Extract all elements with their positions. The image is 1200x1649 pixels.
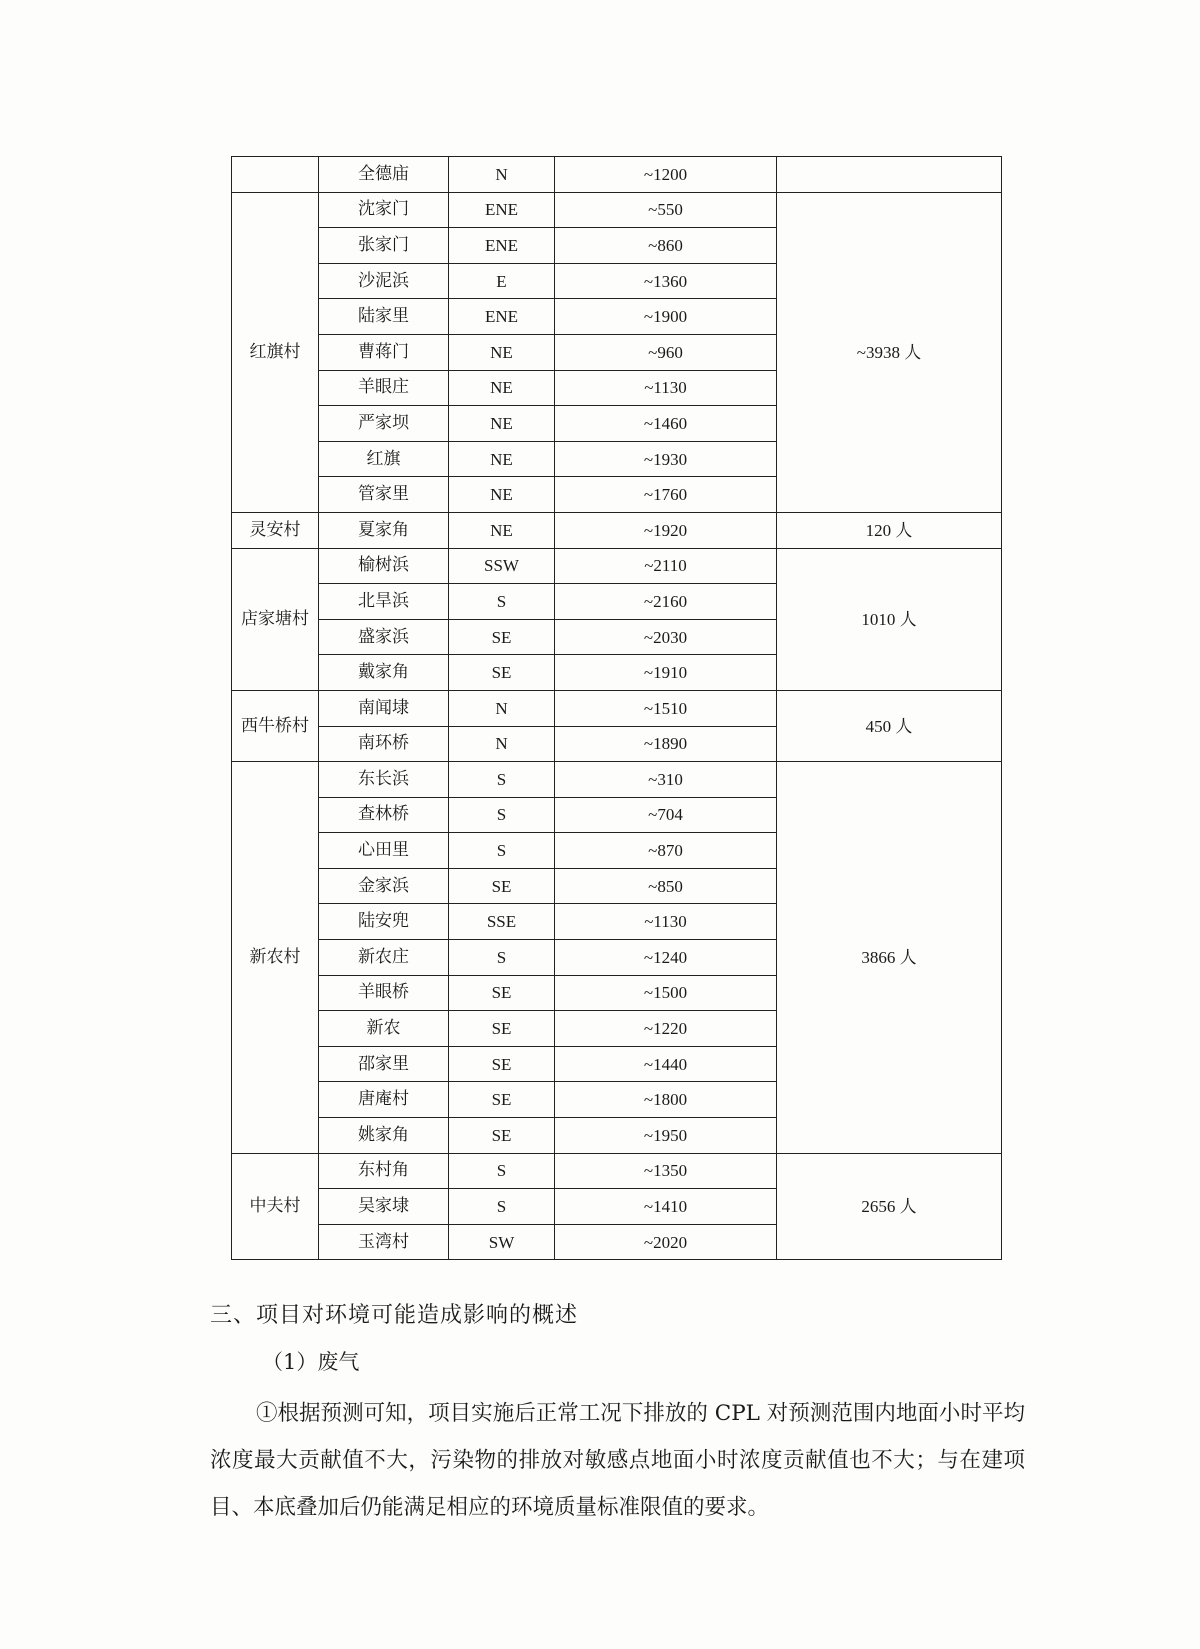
table-row bbox=[232, 157, 1002, 193]
distance-cell: ~1130 bbox=[555, 370, 777, 406]
direction-cell: SE bbox=[449, 1011, 555, 1047]
point-name-cell: 南闻埭 bbox=[319, 690, 449, 726]
village-cell: 店家塘村 bbox=[232, 548, 319, 690]
table-body bbox=[232, 157, 1002, 1260]
population-cell: 2656 人 bbox=[777, 1153, 1002, 1260]
point-name-cell: 沙泥浜 bbox=[319, 263, 449, 299]
point-name-cell: 东村角 bbox=[319, 1153, 449, 1189]
distance-cell: ~1200 bbox=[555, 157, 777, 193]
population-cell: 120 人 bbox=[777, 512, 1002, 548]
distance-cell: ~1890 bbox=[555, 726, 777, 762]
distance-cell: ~704 bbox=[555, 797, 777, 833]
point-name-cell: 夏家角 bbox=[319, 512, 449, 548]
village-cell: 新农村 bbox=[232, 762, 319, 1154]
direction-cell: S bbox=[449, 1153, 555, 1189]
direction-cell: ENE bbox=[449, 299, 555, 335]
direction-cell: NE bbox=[449, 406, 555, 442]
table-row bbox=[232, 1153, 1002, 1189]
point-name-cell: 红旗 bbox=[319, 441, 449, 477]
point-name-cell: 邵家里 bbox=[319, 1046, 449, 1082]
point-name-cell: 陆安兜 bbox=[319, 904, 449, 940]
point-name-cell: 盛家浜 bbox=[319, 619, 449, 655]
distance-cell: ~1760 bbox=[555, 477, 777, 513]
direction-cell: N bbox=[449, 690, 555, 726]
population-cell: 3866 人 bbox=[777, 762, 1002, 1154]
population-cell bbox=[777, 157, 1002, 193]
table-row bbox=[232, 512, 1002, 548]
distance-cell: ~1900 bbox=[555, 299, 777, 335]
direction-cell: NE bbox=[449, 370, 555, 406]
point-name-cell: 戴家角 bbox=[319, 655, 449, 691]
point-name-cell: 羊眼桥 bbox=[319, 975, 449, 1011]
table-row bbox=[232, 762, 1002, 798]
direction-cell: ENE bbox=[449, 228, 555, 264]
distance-cell: ~1240 bbox=[555, 940, 777, 976]
point-name-cell: 严家坝 bbox=[319, 406, 449, 442]
direction-cell: SE bbox=[449, 1046, 555, 1082]
distance-cell: ~960 bbox=[555, 334, 777, 370]
distance-cell: ~860 bbox=[555, 228, 777, 264]
direction-cell: SSE bbox=[449, 904, 555, 940]
population-cell: ~3938 人 bbox=[777, 192, 1002, 512]
distance-cell: ~1350 bbox=[555, 1153, 777, 1189]
direction-cell: S bbox=[449, 584, 555, 620]
direction-cell: SE bbox=[449, 975, 555, 1011]
table-row bbox=[232, 192, 1002, 228]
distance-cell: ~1130 bbox=[555, 904, 777, 940]
direction-cell: N bbox=[449, 726, 555, 762]
distance-cell: ~1920 bbox=[555, 512, 777, 548]
point-name-cell: 新农 bbox=[319, 1011, 449, 1047]
village-cell: 红旗村 bbox=[232, 192, 319, 512]
distance-cell: ~2020 bbox=[555, 1224, 777, 1260]
distance-cell: ~2110 bbox=[555, 548, 777, 584]
direction-cell: N bbox=[449, 157, 555, 193]
distance-cell: ~310 bbox=[555, 762, 777, 798]
direction-cell: S bbox=[449, 1189, 555, 1225]
direction-cell: SE bbox=[449, 868, 555, 904]
distance-cell: ~1800 bbox=[555, 1082, 777, 1118]
point-name-cell: 吴家埭 bbox=[319, 1189, 449, 1225]
point-name-cell: 曹蒋门 bbox=[319, 334, 449, 370]
distance-cell: ~1510 bbox=[555, 690, 777, 726]
direction-cell: ENE bbox=[449, 192, 555, 228]
distance-cell: ~2160 bbox=[555, 584, 777, 620]
distance-cell: ~1930 bbox=[555, 441, 777, 477]
section-heading: 三、项目对环境可能造成影响的概述 bbox=[210, 1303, 579, 1328]
village-cell: 西牛桥村 bbox=[232, 690, 319, 761]
point-name-cell: 沈家门 bbox=[319, 192, 449, 228]
point-name-cell: 新农庄 bbox=[319, 940, 449, 976]
village-cell: 中夫村 bbox=[232, 1153, 319, 1260]
point-name-cell: 北旱浜 bbox=[319, 584, 449, 620]
distance-cell: ~2030 bbox=[555, 619, 777, 655]
section-paragraph: ①根据预测可知，项目实施后正常工况下排放的 CPL 对预测范围内地面小时平均浓度最大贡献值不大，污染物的排放对敏感点地面小时浓度贡献值也不大；与在建项目、本底叠加后仍能满足相应的环境质量标准限值的要求。 bbox=[210, 1401, 1025, 1520]
direction-cell: NE bbox=[449, 441, 555, 477]
point-name-cell: 查林桥 bbox=[319, 797, 449, 833]
distance-cell: ~1910 bbox=[555, 655, 777, 691]
point-name-cell: 玉湾村 bbox=[319, 1224, 449, 1260]
distance-cell: ~1500 bbox=[555, 975, 777, 1011]
direction-cell: NE bbox=[449, 334, 555, 370]
direction-cell: SE bbox=[449, 655, 555, 691]
distance-cell: ~1220 bbox=[555, 1011, 777, 1047]
direction-cell: NE bbox=[449, 477, 555, 513]
direction-cell: S bbox=[449, 797, 555, 833]
distance-cell: ~870 bbox=[555, 833, 777, 869]
distance-cell: ~550 bbox=[555, 192, 777, 228]
point-name-cell: 姚家角 bbox=[319, 1118, 449, 1154]
point-name-cell: 榆树浜 bbox=[319, 548, 449, 584]
population-cell: 1010 人 bbox=[777, 548, 1002, 690]
direction-cell: S bbox=[449, 762, 555, 798]
point-name-cell: 东长浜 bbox=[319, 762, 449, 798]
village-cell bbox=[232, 157, 319, 193]
direction-cell: NE bbox=[449, 512, 555, 548]
point-name-cell: 管家里 bbox=[319, 477, 449, 513]
table-row bbox=[232, 690, 1002, 726]
point-name-cell: 心田里 bbox=[319, 833, 449, 869]
direction-cell: SE bbox=[449, 1082, 555, 1118]
direction-cell: S bbox=[449, 833, 555, 869]
point-name-cell: 全德庙 bbox=[319, 157, 449, 193]
direction-cell: E bbox=[449, 263, 555, 299]
table-row bbox=[232, 548, 1002, 584]
point-name-cell: 唐庵村 bbox=[319, 1082, 449, 1118]
section-subheading: （1）废气 bbox=[262, 1350, 360, 1374]
point-name-cell: 南环桥 bbox=[319, 726, 449, 762]
point-name-cell: 金家浜 bbox=[319, 868, 449, 904]
direction-cell: SSW bbox=[449, 548, 555, 584]
village-cell: 灵安村 bbox=[232, 512, 319, 548]
direction-cell: SE bbox=[449, 619, 555, 655]
distance-cell: ~1950 bbox=[555, 1118, 777, 1154]
point-name-cell: 张家门 bbox=[319, 228, 449, 264]
distance-cell: ~1410 bbox=[555, 1189, 777, 1225]
population-cell: 450 人 bbox=[777, 690, 1002, 761]
distance-cell: ~1360 bbox=[555, 263, 777, 299]
distance-cell: ~1440 bbox=[555, 1046, 777, 1082]
direction-cell: SE bbox=[449, 1118, 555, 1154]
point-name-cell: 陆家里 bbox=[319, 299, 449, 335]
direction-cell: SW bbox=[449, 1224, 555, 1260]
distance-cell: ~850 bbox=[555, 868, 777, 904]
direction-cell: S bbox=[449, 940, 555, 976]
point-name-cell: 羊眼庄 bbox=[319, 370, 449, 406]
sensitive-points-table bbox=[231, 156, 1002, 1260]
distance-cell: ~1460 bbox=[555, 406, 777, 442]
